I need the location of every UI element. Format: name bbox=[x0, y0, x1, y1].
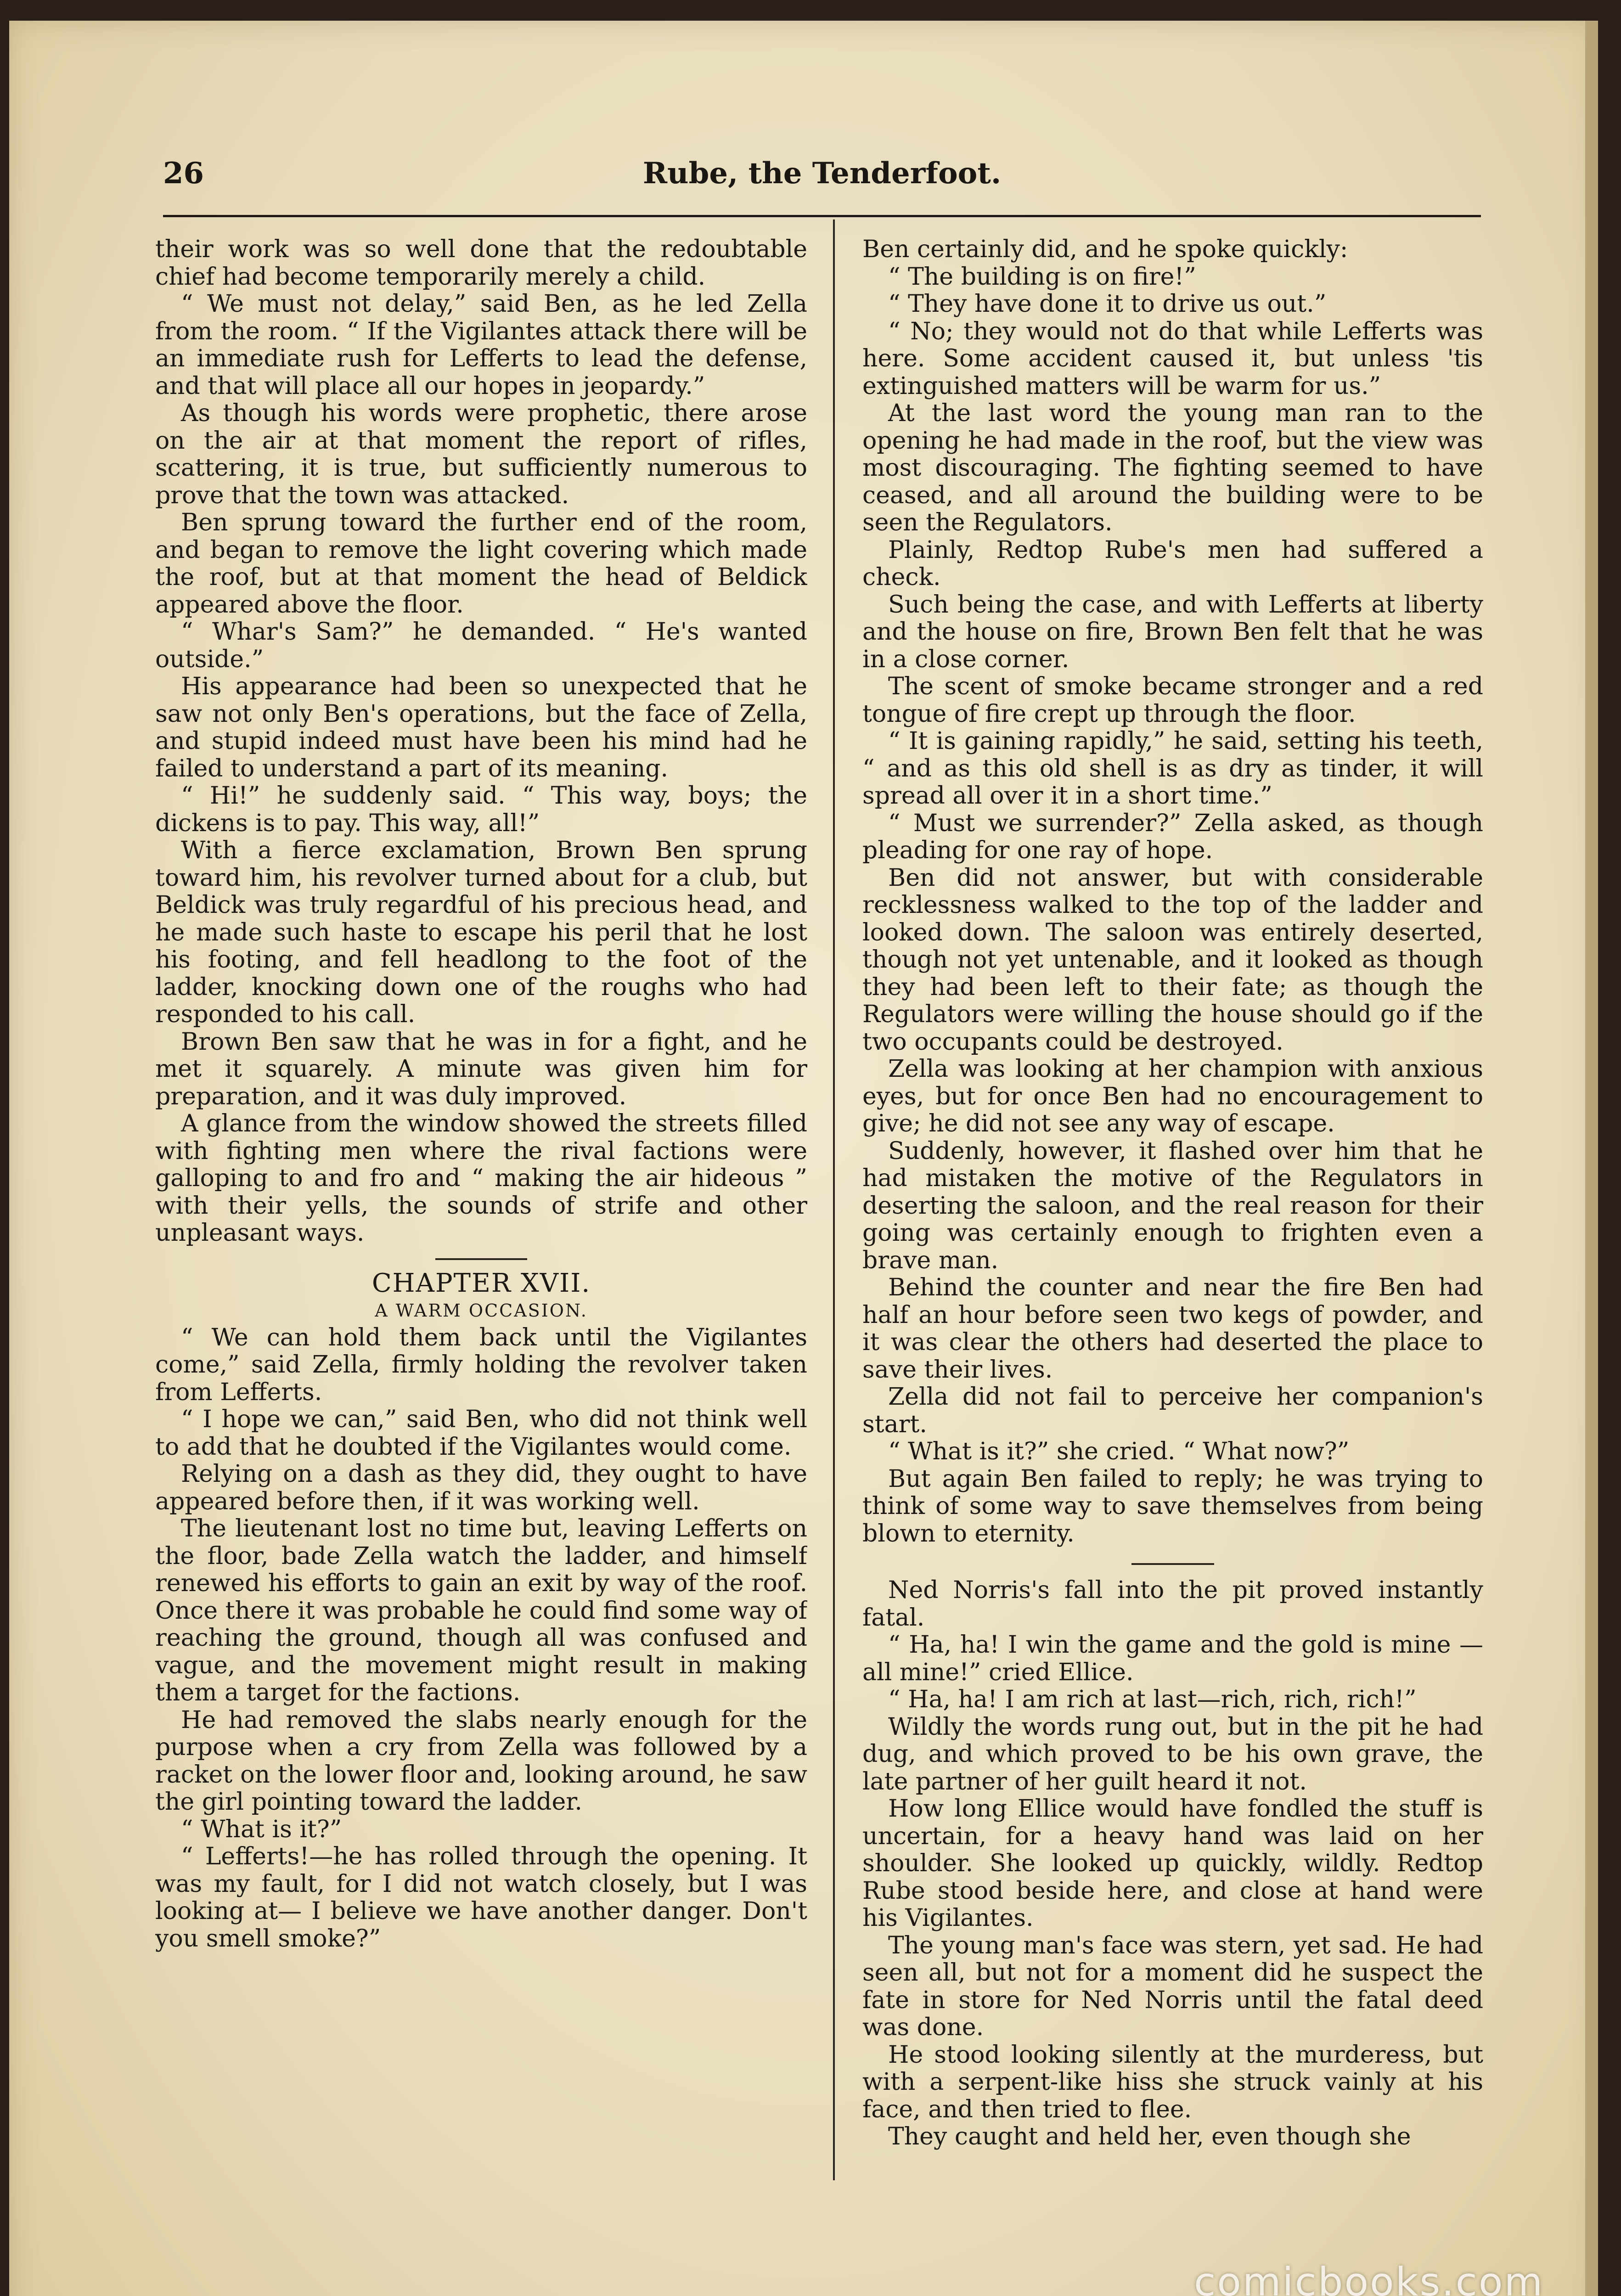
paragraph: He had removed the slabs nearly enough for the purpose when a cry from Zella was followed by a racket on the lower floor and, looking around, he saw the girl pointing toward the ladder. bbox=[155, 1706, 807, 1816]
paragraph: At the last word the young man ran to the opening he had made in the roof, but the view was most discouraging. The fighting seemed to have ceased, and all around the building were to be seen the Regulators. bbox=[862, 400, 1483, 536]
paragraph: Ben certainly did, and he spoke quickly: bbox=[862, 236, 1348, 263]
paragraph: The lieutenant lost no time but, leaving Lefferts on the floor, bade Zella watch the ladder, and himself renewed his efforts to gain an exit by way of the roof. Once there it was probable he could find some way of reaching the ground, though all was confused and vague, and the movement might result in making them a target for the factions. bbox=[155, 1515, 807, 1706]
running-title: Rube, the Tenderfoot. bbox=[642, 156, 1002, 191]
paragraph: “ We must not delay,” said Ben, as he led Zella from the room. “ If the Vigilantes attack there will be an immediate rush for Lefferts to lead the defense, and that will place all our hopes in jeopardy.” bbox=[155, 290, 807, 400]
paragraph: A glance from the window showed the streets filled with fighting men where the rival factions were galloping to and fro and “ making the air hideous ” with their yells, the sounds of strife and other unpleasant ways. bbox=[155, 1110, 807, 1247]
paragraph: With a fierce exclamation, Brown Ben sprung toward him, his revolver turned about for a club, but Beldick was truly regardful of his precious head, and he made such haste to escape his peril that he lost his footing, and fell headlong to the foot of the ladder, knocking down one of the roughs who had responded to his call. bbox=[155, 837, 807, 1028]
paragraph: Zella was looking at her champion with anxious eyes, but for once Ben had no encouragement to give; he did not see any way of escape. bbox=[862, 1055, 1483, 1137]
paragraph: Behind the counter and near the fire Ben had half an hour before seen two kegs of powder, and it was clear the others had deserted the place to save their lives. bbox=[862, 1274, 1483, 1384]
paragraph: “ Whar's Sam?” he demanded. “ He's wanted outside.” bbox=[155, 618, 807, 673]
paragraph: The young man's face was stern, yet sad. He had seen all, but not for a moment did he suspect the fate in store for Ned Norris until the fatal deed was done. bbox=[862, 1931, 1483, 2041]
paragraph: Ben sprung toward the further end of the room, and began to remove the light covering which made the roof, but at that moment the head of Beldick appeared above the floor. bbox=[155, 509, 807, 619]
paragraph: Relying on a dash as they did, they ought to have appeared before then, if it was working well. bbox=[155, 1460, 807, 1515]
paragraph: The scent of smoke became stronger and a red tongue of fire crept up through the floor. bbox=[862, 673, 1483, 728]
paragraph: “ The building is on fire!” bbox=[888, 263, 1196, 291]
paragraph: His appearance had been so unexpected that he saw not only Ben's operations, but the face of Zella, and stupid indeed must have been his mind had he failed to understand a part of its meaning. bbox=[155, 673, 807, 782]
paragraph: Wildly the words rung out, but in the pit he had dug, and which proved to be his own grave, the late partner of her guilt heard it not. bbox=[862, 1713, 1483, 1795]
header-rule bbox=[163, 215, 1481, 217]
section-divider bbox=[1131, 1563, 1214, 1565]
paragraph: “ Ha, ha! I win the game and the gold is mine —all mine!” cried Ellice. bbox=[862, 1631, 1483, 1686]
paragraph: Ned Norris's fall into the pit proved instantly fatal. bbox=[862, 1576, 1483, 1632]
paragraph: “ No; they would not do that while Lefferts was here. Some accident caused it, but unless 'tis extinguished matters will be warm for us.” bbox=[862, 317, 1483, 400]
paragraph: Ben did not answer, but with considerable recklessness walked to the top of the ladder and looked down. The saloon was entirely deserted, though not yet untenable, and it looked as though they had been left to their fate; as though the Regulators were willing the house should go if the two occupants could be destroyed. bbox=[862, 864, 1483, 1056]
page-spine-edge bbox=[1585, 21, 1598, 2296]
paragraph: “ Lefferts!—he has rolled through the opening. It was my fault, for I did not watch closely, but I was looking at— I believe we have another danger. Don't you smell smoke?” bbox=[155, 1843, 807, 1953]
watermark: comicbooks.com bbox=[1194, 2259, 1544, 2296]
chapter-divider bbox=[435, 1258, 527, 1260]
paragraph: “ I hope we can,” said Ben, who did not think well to add that he doubted if the Vigilantes would come. bbox=[155, 1406, 807, 1461]
page-header bbox=[163, 147, 1481, 202]
paragraph: He stood looking silently at the murderess, but with a serpent-like hiss she struck vainly at his face, and then tried to flee. bbox=[862, 2041, 1483, 2123]
paragraph: They caught and held her, even though she bbox=[888, 2123, 1411, 2150]
page-number: 26 bbox=[163, 156, 204, 191]
paragraph: Plainly, Redtop Rube's men had suffered a check. bbox=[862, 536, 1483, 591]
paragraph: Brown Ben saw that he was in for a fight, and he met it squarely. A minute was given him for preparation, and it was duly improved. bbox=[155, 1028, 807, 1110]
paragraph: “ Ha, ha! I am rich at last—rich, rich, rich!” bbox=[888, 1686, 1417, 1713]
paragraph: But again Ben failed to reply; he was trying to think of some way to save themselves from being blown to eternity. bbox=[862, 1465, 1483, 1548]
paragraph: “ What is it?” bbox=[181, 1815, 342, 1843]
paragraph: “ It is gaining rapidly,” he said, setting his teeth, “ and as this old shell is as dry as tinder, it will spread all over it in a short time.” bbox=[862, 727, 1483, 810]
paragraph: Zella did not fail to perceive her companion's start. bbox=[862, 1383, 1483, 1438]
right-column bbox=[862, 236, 1483, 2192]
left-column bbox=[155, 236, 807, 2192]
paragraph: “ We can hold them back until the Vigilantes come,” said Zella, firmly holding the revolver taken from Lefferts. bbox=[155, 1323, 807, 1406]
chapter-subtitle: A WARM OCCASION. bbox=[375, 1300, 588, 1321]
paragraph: As though his words were prophetic, there arose on the air at that moment the report of rifles, scattering, it is true, but sufficiently numerous to prove that the town was attacked. bbox=[155, 400, 807, 509]
column-divider bbox=[833, 219, 835, 2180]
paragraph: “ Must we surrender?” Zella asked, as though pleading for one ray of hope. bbox=[862, 809, 1483, 864]
paragraph: How long Ellice would have fondled the stuff is uncertain, for a heavy hand was laid on her shoulder. She looked up quickly, wildly. Redtop Rube stood beside here, and close at hand were his Vigilantes. bbox=[862, 1795, 1483, 1932]
paragraph: “ Hi!” he suddenly said. “ This way, boys; the dickens is to pay. This way, all!” bbox=[155, 782, 807, 837]
paragraph: Suddenly, however, it flashed over him that he had mistaken the motive of the Regulators in deserting the saloon, and the real reason for their going was certainly enough to frighten even a brave man. bbox=[862, 1137, 1483, 1274]
paragraph: Such being the case, and with Lefferts at liberty and the house on fire, Brown Ben felt that he was in a close corner. bbox=[862, 591, 1483, 673]
chapter-title: CHAPTER XVII. bbox=[371, 1268, 591, 1298]
paragraph: “ They have done it to drive us out.” bbox=[888, 290, 1327, 318]
paragraph: “ What is it?” she cried. “ What now?” bbox=[888, 1438, 1350, 1465]
paragraph: their work was so well done that the redoubtable chief had become temporarily merely a child. bbox=[155, 236, 807, 291]
